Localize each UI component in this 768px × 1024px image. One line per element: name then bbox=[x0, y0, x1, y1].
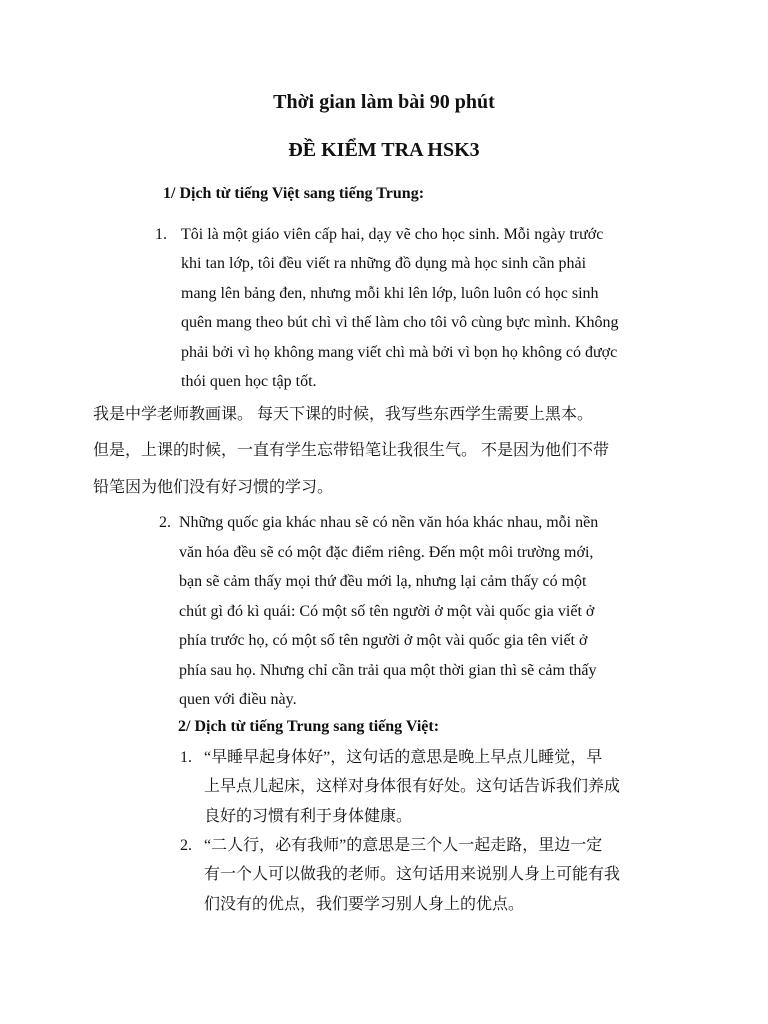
section-1-item-2 bbox=[159, 508, 679, 715]
section-1-item-1 bbox=[155, 220, 681, 396]
item-text: Tôi là một giáo viên cấp hai, dạy vẽ cho học sinh. Mỗi ngày trước khi tan lớp, tôi đều viết ra những đồ dụng mà học sinh cần phải mang lên bảng đen, nhưng mỗi khi lên lớp, luôn luôn có học sinh quên mang theo bút chì vì thế làm cho tôi vô cùng bực mình. Không phải bởi vì họ không mang viết chì mà bởi vì bọn họ không có được thói quen học tập tốt. bbox=[181, 226, 619, 391]
item-text: Những quốc gia khác nhau sẽ có nền văn hóa khác nhau, mỗi nền văn hóa đều sẽ có một đặc điểm riêng. Đến một môi trường mới, bạn sẽ cảm thấy mọi thứ đều mới lạ, nhưng lại cảm thấy có một chút gì đó kì quái: Có một số tên người ở một vài quốc gia viết ở phía trước họ, có một số tên người ở một vài quốc gia tên viết ở phía sau họ. Nhưng chỉ cần trải qua một thời gian thì sẽ cảm thấy quen với điều này. bbox=[179, 514, 599, 708]
item-number: 2. bbox=[180, 837, 192, 854]
section-2-item-1 bbox=[180, 743, 704, 831]
exam-title: ĐỀ KIỂM TRA HSK3 bbox=[288, 139, 480, 161]
item-number: 1. bbox=[155, 226, 167, 243]
section-2-heading: 2/ Dịch từ tiếng Trung sang tiếng Việt: bbox=[178, 718, 440, 735]
section-2-item-2 bbox=[180, 831, 704, 919]
item-number: 2. bbox=[159, 514, 171, 531]
section-1-answer-1: 我是中学老师教画课。 每天下课的时候，我写些东西学生需要上黑本。 但是，上课的时候，一直有学生忘带铅笔让我很生气。 不是因为他们不带 铅笔因为他们没有好习惯的学习。 bbox=[93, 406, 610, 496]
time-limit-title: Thời gian làm bài 90 phút bbox=[273, 91, 495, 113]
item-text: “二人行，必有我师”的意思是三个人一起走路，里边一定 有一个人可以做我的老师。这句话用来说别人身上可能有我 们没有的优点，我们要学习别人身上的优点。 bbox=[204, 837, 621, 913]
item-number: 1. bbox=[180, 749, 192, 766]
item-text: “早睡早起身体好”，这句话的意思是晚上早点儿睡觉，早 上早点儿起床，这样对身体很有好处。这句话告诉我们养成 良好的习惯有利于身体健康。 bbox=[204, 749, 621, 825]
section-1-heading: 1/ Dịch từ tiếng Việt sang tiếng Trung: bbox=[163, 185, 425, 202]
